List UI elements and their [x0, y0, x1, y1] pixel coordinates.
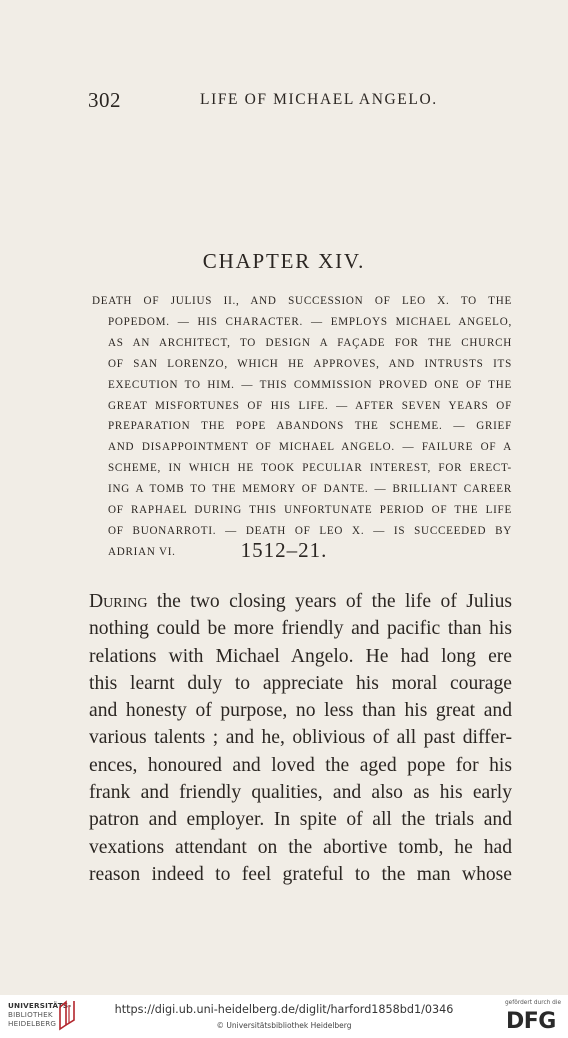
body-line: frank and friendly qualities, and also as his early: [89, 782, 512, 804]
body-line: relations with Michael Angelo. He had long ere: [89, 645, 512, 667]
chapter-synopsis: [92, 291, 512, 563]
synopsis-line: SCHEME, IN WHICH HE TOOK PECULIAR INTEREST, FOR ERECT-: [108, 462, 512, 475]
synopsis-line: OF BUONARROTI. — DEATH OF LEO X. — IS SUCCEEDED BY: [108, 524, 512, 537]
synopsis-line: OF SAN LORENZO, WHICH HE APPROVES, AND INTRUSTS ITS: [108, 357, 512, 370]
body-line: and honesty of purpose, no less than his great and: [89, 700, 512, 722]
year-range: 1512–21.: [240, 538, 328, 562]
body-line: this learnt duly to appreciate his moral courage: [89, 672, 512, 694]
digitization-footer: [0, 995, 568, 1038]
body-line: patron and employer. In spite of all the trials and: [89, 809, 512, 831]
body-line: nothing could be more friendly and pacific than his: [89, 618, 512, 640]
synopsis-line: PREPARATION THE POPE ABANDONS THE SCHEME. — GRIEF: [108, 420, 512, 433]
funded-by-label: gefördert durch die: [505, 1000, 562, 1006]
synopsis-line: EXECUTION TO HIM. — THIS COMMISSION PROVED ONE OF THE: [108, 378, 512, 391]
synopsis-line: GREAT MISFORTUNES OF HIS LIFE. — AFTER SEVEN YEARS OF: [108, 399, 512, 412]
body-line: ences, honoured and loved the aged pope for his: [89, 754, 512, 776]
permalink-url[interactable]: https://digi.ub.uni-heidelberg.de/diglit/harford1858bd1/0346: [114, 1003, 454, 1016]
page-number: 302: [88, 88, 121, 112]
body-line: vexations attendant on the abortive tomb, he had: [89, 836, 512, 858]
synopsis-line: AS AN ARCHITECT, TO DESIGN A FAÇADE FOR THE CHURCH: [108, 336, 512, 349]
library-name-line: UNIVERSITÄTS-: [8, 1001, 72, 1010]
copyright-notice: © Universitätsbibliothek Heidelberg: [216, 1021, 352, 1030]
body-line: various talents ; and he, oblivious of all past differ-: [89, 727, 512, 749]
library-name-line: HEIDELBERG: [8, 1019, 57, 1028]
synopsis-line: ING A TOMB TO THE MEMORY OF DANTE. — BRILLIANT CAREER: [108, 483, 512, 496]
running-head: [88, 88, 508, 112]
synopsis-line: DEATH OF JULIUS II., AND SUCCESSION OF LEO X. TO THE: [92, 295, 512, 307]
chapter-title: CHAPTER XIV.: [202, 249, 366, 273]
library-name-line: BIBLIOTHEK: [8, 1010, 53, 1019]
opening-word: During: [89, 591, 148, 612]
body-paragraph: [89, 588, 512, 888]
dfg-logo: DFG: [506, 1009, 556, 1034]
first-line-text: the two closing years of the life of Julius: [147, 591, 512, 612]
synopsis-line: OF RAPHAEL DURING THIS UNFORTUNATE PERIOD OF THE LIFE: [108, 504, 512, 517]
synopsis-line: POPEDOM. — HIS CHARACTER. — EMPLOYS MICHAEL ANGELO,: [108, 315, 512, 328]
synopsis-line: ADRIAN VI.: [108, 545, 176, 558]
synopsis-line: AND DISAPPOINTMENT OF MICHAEL ANGELO. — FAILURE OF A: [108, 441, 512, 454]
body-line: reason indeed to feel grateful to the man whose: [89, 863, 512, 885]
running-title: LIFE OF MICHAEL ANGELO.: [200, 91, 438, 108]
body-line: [89, 588, 512, 615]
